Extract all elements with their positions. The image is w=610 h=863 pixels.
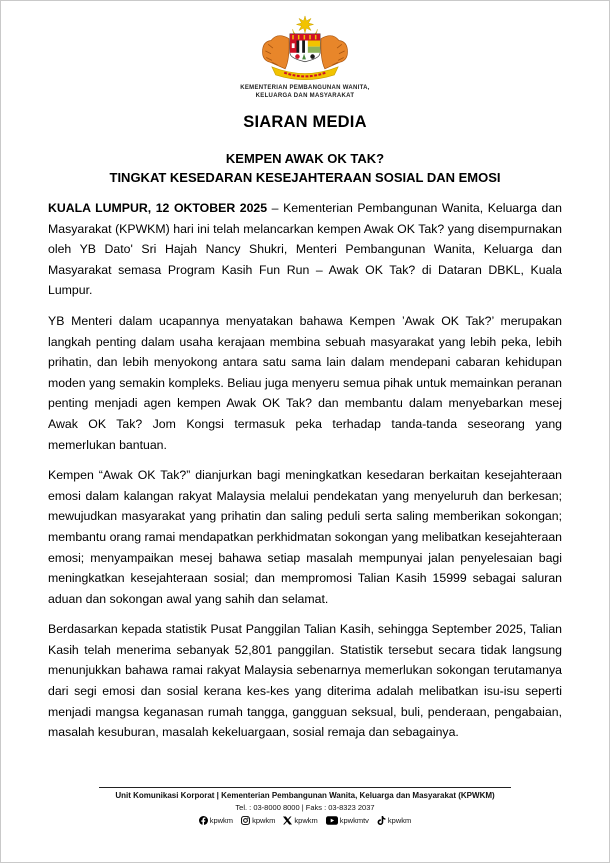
social-youtube [326, 816, 369, 825]
dateline: KUALA LUMPUR, 12 OKTOBER 2025 [48, 201, 268, 215]
document-footer [1, 787, 609, 829]
social-tiktok [377, 816, 411, 825]
tiktok-icon [377, 816, 386, 825]
social-facebook [199, 816, 233, 825]
social-x [283, 816, 317, 825]
instagram-icon [241, 816, 250, 825]
crest-banner [272, 67, 338, 80]
social-instagram [241, 816, 275, 825]
ministry-name-line1: KEMENTERIAN PEMBANGUNAN WANITA, [240, 85, 370, 91]
ministry-name [48, 84, 562, 100]
paragraph-1-text: – Kementerian Pembangunan Wanita, Keluarga dan Masyarakat (KPWKM) hari ini telah melancarkan kempen Awak OK Tak? yang disempurnakan oleh YB Dato' Sri Hajah Nancy Shukri, Menteri Pembangunan Wanita, Keluarga dan Masyarakat semasa Program Kasih Fun Run – Awak OK Tak? di Dataran DBKL, Kuala Lumpur. [48, 201, 562, 298]
crest-star [297, 16, 314, 33]
subtitle-line2: TINGKAT KESEDARAN KESEJAHTERAAN SOSIAL DAN EMOSI [109, 170, 501, 185]
tiktok-handle: kpwkm [387, 815, 412, 825]
paragraph-4: Berdasarkan kepada statistik Pusat Panggilan Talian Kasih, sehingga September 2025, Talian Kasih telah menerima sebanyak 52,801 panggilan. Statistik tersebut secara tidak langsung menunjukkan bahawa ramai rakyat Malaysia sebenarnya memerlukan sokongan terutamanya dari segi emosi dan sosial kerana kes-kes yang diterima adalah melibatkan isu-isu seperti menjadi mangsa keganasan rumah tangga, gangguan seksual, buli, penderaan, pengabaian, masalah kesuburan, masalah kekeluargaan, sosial remaja dan sebagainya. [48, 622, 562, 740]
document-header [48, 15, 562, 100]
facebook-handle: kpwkm [209, 815, 234, 825]
page-title: SIARAN MEDIA [243, 113, 367, 131]
paragraph-3: Kempen “Awak OK Tak?” dianjurkan bagi meningkatkan kesedaran berkaitan kesejahteraan emosi dalam kalangan rakyat Malaysia melalui pendekatan yang menyeluruh dan berkesan; mewujudkan masyarakat yang prihatin dan saling peduli serta saling memberikan sokongan; membantu orang ramai mendapatkan perkhidmatan sokongan yang melibatkan kesejahteraan emosi; menyampaikan mesej bahawa setiap masalah mempunyai jalan penyelesaian bagi meningkatkan kesejahteraan sosial; dan mempromosi Talian Kasih 15999 sebagai saluran aduan dan sokongan awal yang sahih dan selamat. [48, 468, 562, 606]
document-body [48, 198, 562, 743]
footer-department-line: Unit Komunikasi Korporat | Kementerian Pembangunan Wanita, Keluarga dan Masyarakat (KPWKM) [115, 791, 495, 800]
x-icon [283, 816, 292, 825]
malaysia-coat-of-arms-logo [253, 15, 357, 83]
footer-social-row [1, 816, 609, 825]
youtube-icon [326, 816, 338, 825]
x-handle: kpwkm [294, 815, 318, 825]
instagram-handle: kpwkm [252, 815, 276, 825]
paragraph-2: YB Menteri dalam ucapannya menyatakan bahawa Kempen ’Awak OK Tak?’ merupakan langkah penting dalam usaha kerajaan membina sebuah masyarakat yang lebih peka, lebih prihatin, dan lebih menyokong antara satu sama lain dalam mendepani cabaran kehidupan moden yang semakin kompleks. Beliau juga menyeru semua pihak untuk memainkan peranan penting menjadi agen kempen Awak OK Tak? dan membantu dalam menyebarkan mesej Awak OK Tak? Jom Kongsi termasuk peka terhadap tanda-tanda seseorang yang memerlukan bantuan. [48, 313, 562, 452]
subtitle-line1: KEMPEN AWAK OK TAK? [225, 151, 385, 166]
facebook-icon [199, 816, 208, 825]
paragraph-1 [48, 198, 562, 301]
footer-contact-line: Tel. : 03-8000 8000 | Faks : 03-8323 2037 [235, 802, 375, 812]
press-release-subtitle [48, 149, 562, 187]
footer-divider [99, 787, 511, 788]
youtube-handle: kpwkmtv [339, 815, 369, 825]
ministry-name-line2: KELUARGA DAN MASYARAKAT [255, 93, 355, 99]
